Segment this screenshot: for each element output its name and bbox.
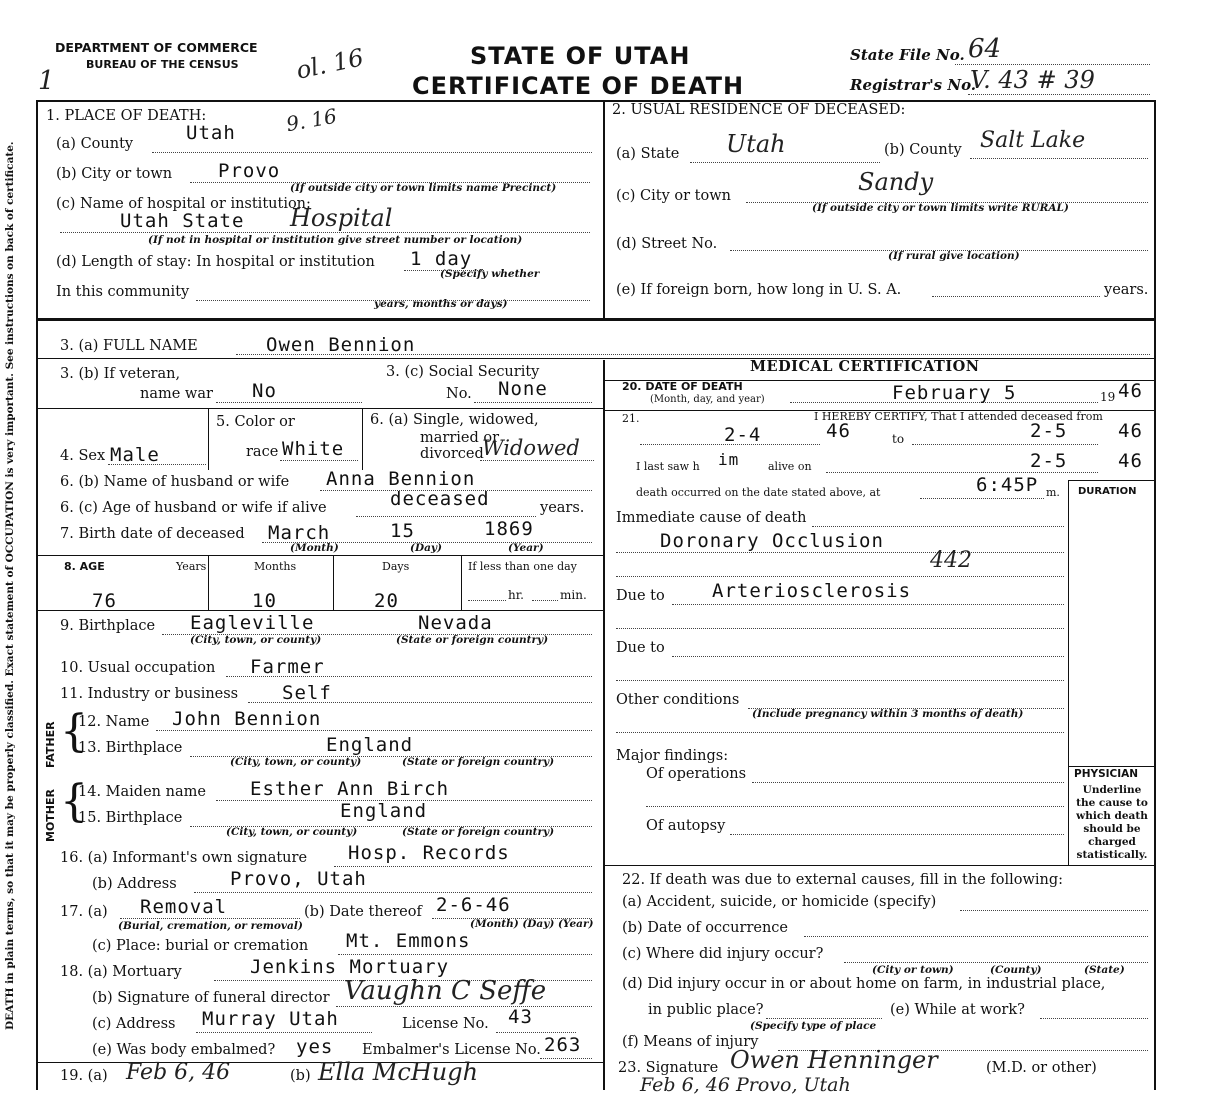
license-label: License No.	[402, 1016, 489, 1032]
registrar-no-label: Registrar's No.	[850, 76, 977, 94]
registrar-no-value: V. 43 # 39	[970, 66, 1095, 94]
occupation-value: Farmer	[250, 656, 325, 678]
attended-to-year: 46	[1118, 420, 1143, 442]
place-city-label: (b) City or town	[56, 166, 173, 182]
place-hospital-hand: Hospital	[290, 204, 393, 232]
place-stay-note: (Specify whether	[440, 268, 540, 280]
father-note2: (State or foreign country)	[402, 756, 555, 768]
sex-value: Male	[110, 444, 160, 466]
address-label: (b) Address	[92, 876, 177, 892]
place-hospital-note: (If not in hospital or institution give street number or location)	[148, 234, 523, 246]
ext-where-note3: (State)	[1084, 964, 1125, 976]
director-label: (b) Signature of funeral director	[92, 990, 330, 1006]
veteran-label2: name war	[140, 386, 213, 402]
last-saw-year: 46	[1118, 450, 1143, 472]
place-hospital-label: (c) Name of hospital or institution:	[56, 196, 311, 212]
to-label: to	[892, 432, 905, 446]
attended-to: 2-5	[1030, 420, 1068, 442]
father-birth-value: England	[326, 734, 414, 756]
mother-side-text: MOTHER	[44, 789, 57, 842]
race-value: White	[282, 438, 345, 460]
veteran-value: No	[252, 380, 277, 402]
attended-from-year: 46	[826, 420, 851, 442]
ext-accident: (a) Accident, suicide, or homicide (specify)	[622, 894, 937, 910]
embalmer-value: 263	[544, 1034, 582, 1056]
place-stay-value: 1 day	[410, 248, 473, 270]
physician-signature: Owen Henninger	[730, 1046, 938, 1074]
mother-name-value: Esther Ann Birch	[250, 778, 450, 800]
ssn-label2: No.	[446, 386, 472, 402]
date-year-prefix: 19	[1100, 390, 1116, 404]
date-year-value: 46	[1118, 380, 1143, 402]
marital-label3: divorced	[420, 446, 484, 462]
place-city-value: Provo	[218, 160, 281, 182]
sex-label: 4. Sex	[60, 448, 106, 464]
ext-where: (c) Where did injury occur?	[622, 946, 824, 962]
embalmer-label: Embalmer's License No.	[362, 1042, 541, 1058]
birthplace-label: 9. Birthplace	[60, 618, 156, 634]
major-findings-label: Major findings:	[616, 748, 729, 764]
ext-type-note: (Specify type of place	[750, 1020, 877, 1032]
father-side	[44, 712, 58, 772]
industry-label: 11. Industry or business	[60, 686, 239, 702]
filed-value: Feb 6, 46	[126, 1060, 231, 1085]
spouse-age-value: deceased	[390, 488, 490, 510]
title-certificate: CERTIFICATE OF DEATH	[412, 72, 745, 100]
mother-note1: (City, town, or county)	[226, 826, 358, 838]
spouse-age-label: 6. (c) Age of husband or wife if alive	[60, 500, 327, 516]
dept-line2: BUREAU OF THE CENSUS	[86, 58, 239, 71]
ssn-value: None	[498, 378, 548, 400]
last-saw-label: I last saw h	[636, 460, 700, 473]
place-burial-value: Mt. Emmons	[346, 930, 471, 952]
alive-label: alive on	[768, 460, 812, 473]
age-days-label: Days	[382, 560, 410, 573]
mother-note2: (State or foreign country)	[402, 826, 555, 838]
residence-heading: 2. USUAL RESIDENCE OF DECEASED:	[612, 102, 906, 118]
attended-from: 2-4	[724, 424, 762, 446]
place-heading: 1. PLACE OF DEATH:	[46, 108, 207, 124]
physician-note: Underline the cause to which death should be charged statistically.	[1076, 784, 1148, 861]
birth-note-day: (Day)	[410, 542, 442, 554]
full-name-value: Owen Bennion	[266, 334, 416, 356]
state-file-value: 64	[968, 34, 1002, 64]
occurred-value: 6:45P	[976, 474, 1039, 496]
residence-county-label: (b) County	[884, 142, 962, 158]
mortuary-address-label: (c) Address	[92, 1016, 176, 1032]
color-label: 5. Color or	[216, 414, 295, 430]
full-name-label: 3. (a) FULL NAME	[60, 338, 198, 354]
last-saw-value: 2-5	[1030, 450, 1068, 472]
place-burial-label: (c) Place: burial or cremation	[92, 938, 309, 954]
father-name-value: John Bennion	[172, 708, 322, 730]
residence-city-label: (c) City or town	[616, 188, 731, 204]
autopsy-label: Of autopsy	[646, 818, 726, 834]
date-of-death-note: (Month, day, and year)	[650, 394, 765, 405]
side-instructions	[2, 140, 22, 1040]
age-hr: hr.	[508, 588, 524, 602]
certify-number: 21.	[622, 412, 640, 425]
age-years-value: 76	[92, 590, 117, 612]
ext-public: in public place?	[648, 1002, 764, 1018]
informant-label: 16. (a) Informant's own signature	[60, 850, 308, 866]
birth-day: 15	[390, 520, 415, 542]
title-state: STATE OF UTAH	[470, 42, 691, 70]
marital-label1: 6. (a) Single, widowed,	[370, 412, 539, 428]
birthplace-note2: (State or foreign country)	[396, 634, 549, 646]
burial-date-note: (Month) (Day) (Year)	[470, 918, 594, 930]
registrar-signature: Ella McHugh	[318, 1058, 479, 1086]
mother-brace: {	[60, 776, 88, 827]
father-name-label: 12. Name	[78, 714, 150, 730]
place-county-label: (a) County	[56, 136, 134, 152]
mother-name-label: 14. Maiden name	[78, 784, 206, 800]
signature-label: 23. Signature	[618, 1060, 719, 1076]
occupation-label: 10. Usual occupation	[60, 660, 216, 676]
birth-label: 7. Birth date of deceased	[60, 526, 245, 542]
birth-month: March	[268, 522, 331, 544]
place-community-label: In this community	[56, 284, 190, 300]
spouse-age-suffix: years.	[540, 500, 585, 516]
signature-bottom-line: Feb 6, 46 Provo, Utah	[640, 1074, 851, 1096]
ext-where-note1: (City or town)	[872, 964, 954, 976]
date-of-death-value: February 5	[892, 382, 1017, 404]
father-side-text: FATHER	[44, 721, 57, 768]
spouse-value: Anna Bennion	[326, 468, 476, 490]
embalmed-value: yes	[296, 1036, 334, 1058]
filed-label: 19. (a)	[60, 1068, 108, 1084]
top-note: ol. 16	[293, 43, 367, 85]
age-lessday-label: If less than one day	[468, 560, 577, 573]
residence-city-note: (If outside city or town limits write RURAL)	[812, 202, 1069, 214]
address-value: Provo, Utah	[230, 868, 367, 890]
ext-date: (b) Date of occurrence	[622, 920, 788, 936]
industry-value: Self	[282, 682, 332, 704]
marital-value: Widowed	[482, 436, 580, 460]
place-community-note: years, months or days)	[374, 298, 508, 310]
immediate-cause-value: Doronary Occlusion	[660, 530, 884, 552]
residence-state-value: Utah	[726, 130, 786, 158]
date-of-death-label: 20. DATE OF DEATH	[622, 380, 743, 393]
age-min: min.	[560, 588, 587, 602]
burial-date-label: (b) Date thereof	[304, 904, 422, 920]
marital-label2: married or	[420, 430, 500, 446]
informant-value: Hosp. Records	[348, 842, 510, 864]
burial-value: Removal	[140, 896, 228, 918]
age-months-label: Months	[254, 560, 297, 573]
birthplace-state: Nevada	[418, 612, 493, 634]
burial-date-value: 2-6-46	[436, 894, 511, 916]
mother-birth-label: 15. Birthplace	[78, 810, 183, 826]
age-years-label: Years	[176, 560, 207, 573]
age-label: 8. AGE	[64, 560, 105, 573]
mother-birth-value: England	[340, 800, 428, 822]
mortuary-address-value: Murray Utah	[202, 1008, 339, 1030]
place-county-value: Utah	[186, 122, 236, 144]
immediate-cause-label: Immediate cause of death	[616, 510, 807, 526]
spouse-label: 6. (b) Name of husband or wife	[60, 474, 290, 490]
operations-label: Of operations	[646, 766, 747, 782]
embalmed-label: (e) Was body embalmed?	[92, 1042, 276, 1058]
dept-line1: DEPARTMENT OF COMMERCE	[55, 40, 258, 55]
certify-text: I HEREBY CERTIFY, That I attended deceased from	[814, 410, 1103, 423]
signature-suffix: (M.D. or other)	[986, 1060, 1097, 1076]
registrar-sig-label: (b)	[290, 1068, 311, 1084]
birth-note-month: (Month)	[290, 542, 339, 554]
mortuary-value: Jenkins Mortuary	[250, 956, 450, 978]
father-note1: (City, town, or county)	[230, 756, 362, 768]
mother-side	[44, 780, 58, 844]
father-brace: {	[60, 706, 88, 757]
residence-foreign-suffix: years.	[1104, 282, 1149, 298]
race-label: race	[246, 444, 279, 460]
residence-county-value: Salt Lake	[980, 128, 1086, 153]
other-conditions-label: Other conditions	[616, 692, 740, 708]
external-heading: 22. If death was due to external causes, fill in the following:	[622, 872, 1064, 888]
place-county-note: 9. 16	[284, 103, 339, 137]
residence-street-note: (If rural give location)	[888, 250, 1020, 262]
burial-note: (Burial, cremation, or removal)	[118, 920, 303, 932]
place-hospital-typed: Utah State	[120, 210, 245, 232]
due-to-label: Due to	[616, 588, 665, 604]
other-conditions-note: (Include pregnancy within 3 months of death)	[752, 708, 1024, 720]
mortuary-label: 18. (a) Mortuary	[60, 964, 182, 980]
place-city-note: (If outside city or town limits name Precinct)	[290, 182, 557, 194]
duration-label: DURATION	[1078, 486, 1137, 497]
occurred-label: death occurred on the date stated above, at	[636, 486, 881, 499]
medical-heading: MEDICAL CERTIFICATION	[750, 358, 980, 375]
ext-home: (d) Did injury occur in or about home on farm, in industrial place,	[622, 976, 1106, 992]
ext-where-note2: (County)	[990, 964, 1042, 976]
residence-street-label: (d) Street No.	[616, 236, 718, 252]
age-months-value: 10	[252, 590, 277, 612]
veteran-label: 3. (b) If veteran,	[60, 366, 181, 382]
physician-label: PHYSICIAN	[1074, 768, 1139, 780]
ext-means: (f) Means of injury	[622, 1034, 759, 1050]
birthplace-note1: (City, town, or county)	[190, 634, 322, 646]
due-to2-label: Due to	[616, 640, 665, 656]
margin-mark: 1	[38, 66, 55, 96]
last-saw-im: im	[718, 450, 740, 469]
state-file-label: State File No.	[850, 46, 965, 64]
due-to-mark: 442	[930, 548, 972, 573]
residence-foreign-label: (e) If foreign born, how long in U. S. A.	[616, 282, 902, 298]
occurred-suffix: m.	[1046, 486, 1060, 499]
residence-city-value: Sandy	[858, 168, 934, 196]
license-value: 43	[508, 1006, 533, 1028]
place-stay-label: (d) Length of stay: In hospital or institution	[56, 254, 375, 270]
residence-state-label: (a) State	[616, 146, 680, 162]
age-days-value: 20	[374, 590, 399, 612]
birthplace-city: Eagleville	[190, 612, 315, 634]
father-birth-label: 13. Birthplace	[78, 740, 183, 756]
ext-work: (e) While at work?	[890, 1002, 1025, 1018]
due-to-value: Arteriosclerosis	[712, 580, 912, 602]
burial-label: 17. (a)	[60, 904, 108, 920]
birth-year: 1869	[484, 518, 534, 540]
side-instructions-text: DEATH in plain terms, so that it may be properly classified. Exact statement of OCCUPATION is very important. See instructions on back of certificate.	[4, 141, 16, 1030]
director-signature: Vaughn C Seffe	[344, 976, 547, 1006]
ssn-label: 3. (c) Social Security	[386, 364, 540, 380]
birth-note-year: (Year)	[508, 542, 544, 554]
